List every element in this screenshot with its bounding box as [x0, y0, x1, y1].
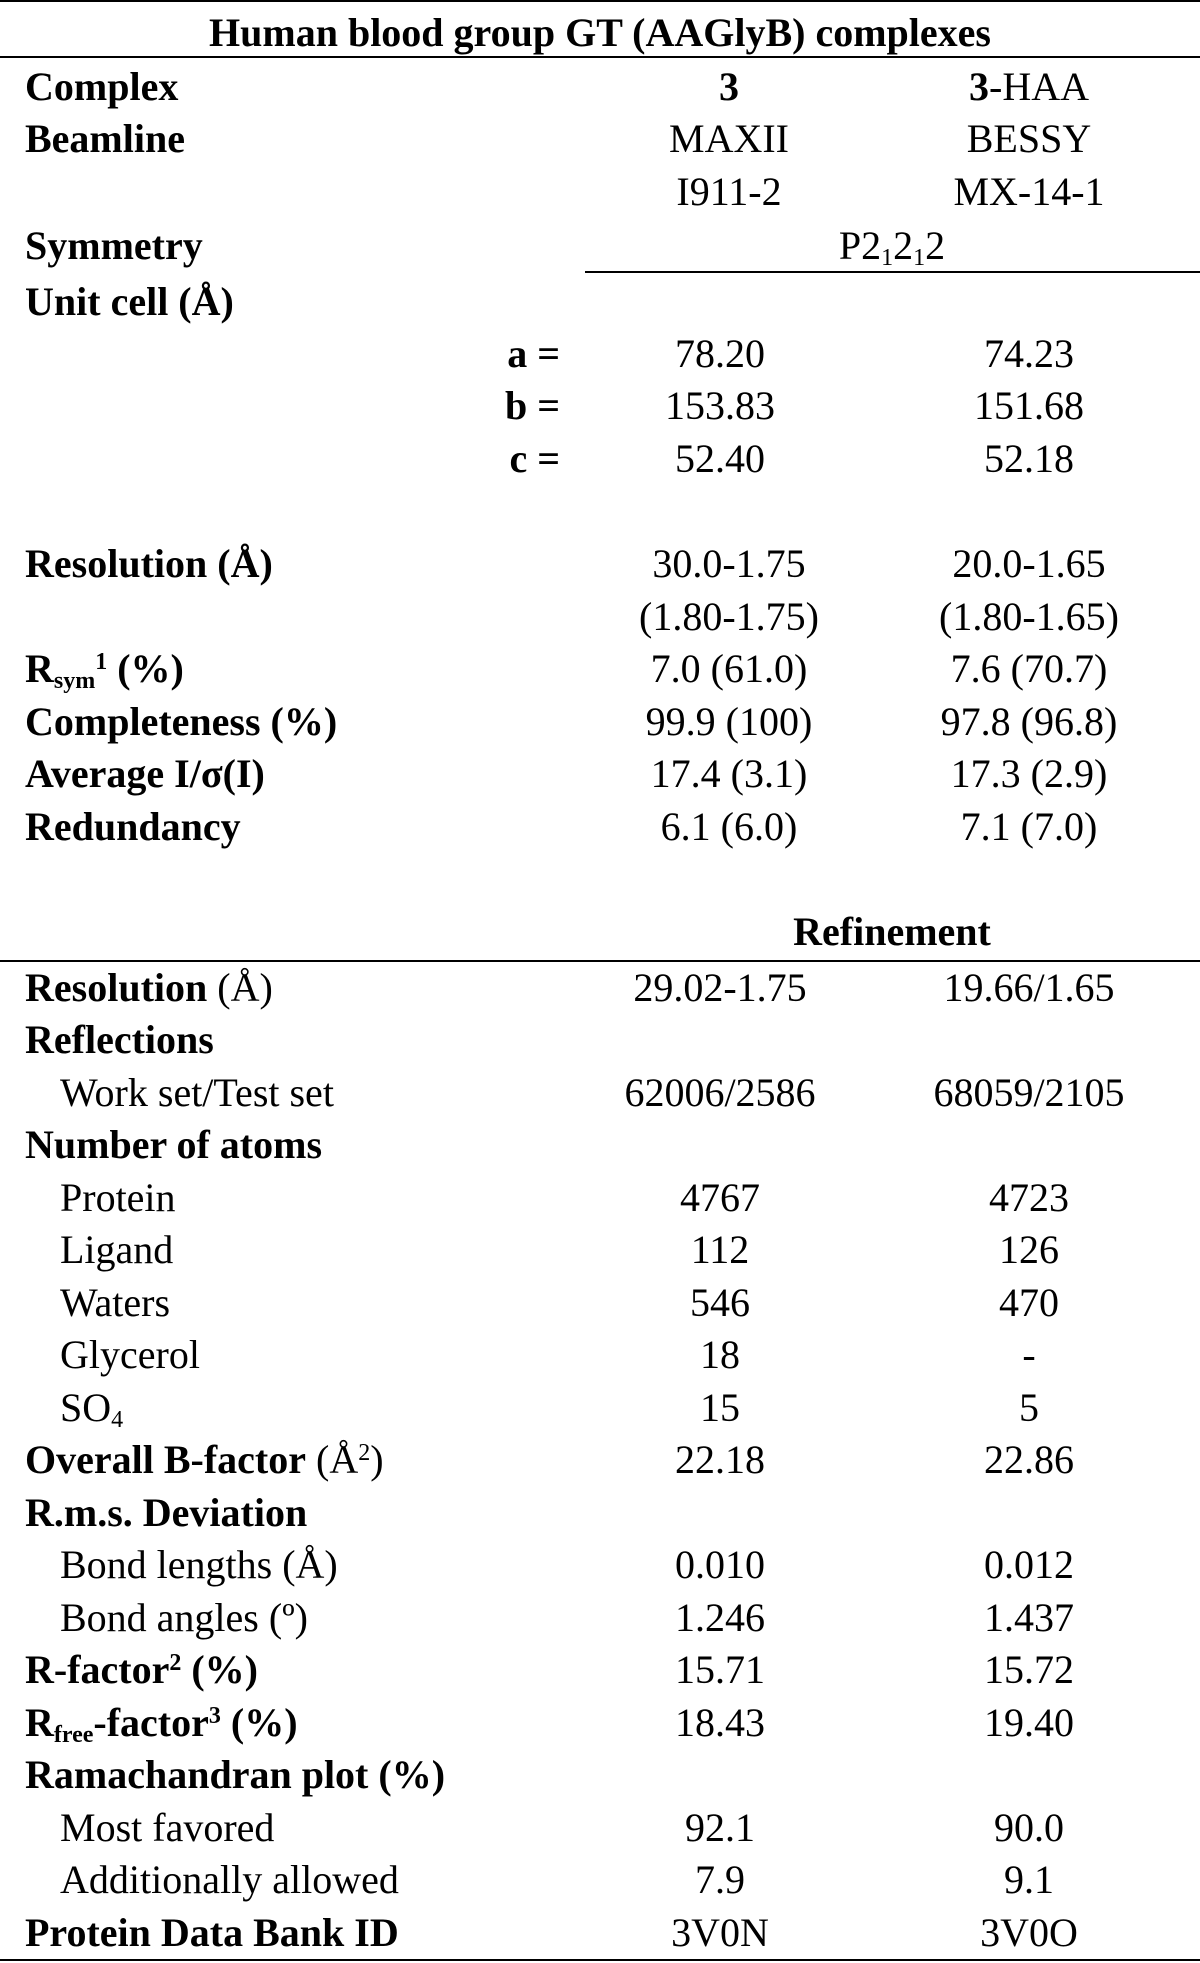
beamline-col2-line2: MX-14-1 [953, 169, 1105, 214]
unit-cell-c-col2: 52.18 [984, 436, 1074, 481]
rfactor-sup: 2 [169, 1649, 182, 1676]
resolution-col2-line1: 20.0-1.65 [952, 541, 1106, 586]
reflections-label: Reflections [25, 1017, 214, 1062]
unit-cell-b-col1: 153.83 [665, 383, 775, 428]
rfactor-label [25, 1646, 258, 1693]
rfree-label [25, 1699, 298, 1746]
complex-col2 [969, 63, 1089, 110]
rfree-col2: 19.40 [984, 1700, 1074, 1745]
isigma-col1: 17.4 (3.1) [650, 751, 808, 796]
symmetry-sub-1: 1 [881, 245, 894, 271]
isigma-label: Average I/σ(I) [25, 751, 265, 796]
rfree-col1: 18.43 [675, 1700, 765, 1745]
waters-col1: 546 [690, 1280, 750, 1325]
complex-col1: 3 [719, 64, 739, 109]
rfactor-main: R-factor [25, 1647, 170, 1692]
so4-col1: 15 [700, 1385, 740, 1430]
pdb-label: Protein Data Bank ID [25, 1910, 399, 1955]
unit-cell-a-col1: 78.20 [675, 331, 765, 376]
resolution-label: Resolution (Å) [25, 541, 273, 586]
bond-lengths-label: Bond lengths (Å) [60, 1542, 338, 1587]
bfactor-end: ) [370, 1437, 384, 1482]
ligand-col1: 112 [690, 1227, 750, 1272]
rfree-main: R [25, 1700, 54, 1745]
rfree-sub: free [53, 1722, 94, 1748]
rsym-label [25, 645, 184, 692]
bfactor-label [25, 1436, 384, 1483]
rfactor-col2: 15.72 [984, 1647, 1074, 1692]
workset-col1: 62006/2586 [624, 1070, 816, 1115]
redundancy-col1: 6.1 (6.0) [660, 804, 798, 849]
symmetry-value [839, 222, 945, 269]
protein-col1: 4767 [680, 1175, 760, 1220]
unit-cell-a-label: a = [507, 331, 560, 376]
rfactor-rest: (%) [181, 1647, 258, 1692]
rfree-rest: (%) [220, 1700, 298, 1745]
resolution-col1-line2: (1.80-1.75) [639, 594, 819, 639]
rmsd-label: R.m.s. Deviation [25, 1490, 308, 1535]
ligand-label: Ligand [60, 1227, 174, 1272]
top-rule [0, 0, 1200, 2]
rama-label: Ramachandran plot (%) [25, 1752, 446, 1797]
so4-sub: 4 [111, 1407, 124, 1433]
symmetry-part-2a: 2 [893, 223, 914, 268]
bfactor-col2: 22.86 [984, 1437, 1074, 1482]
bond-angles-col1: 1.246 [675, 1595, 765, 1640]
ref-resolution-bold: Resolution [25, 965, 208, 1010]
unit-cell-label: Unit cell (Å) [25, 279, 234, 324]
ref-resolution-col2: 19.66/1.65 [943, 965, 1115, 1010]
bond-angles-label: Bond angles (º) [60, 1595, 308, 1640]
so4-col2: 5 [1019, 1385, 1039, 1430]
ref-resolution-label [25, 964, 273, 1011]
bond-lengths-col1: 0.010 [675, 1542, 765, 1587]
beamline-col2-line1: BESSY [966, 116, 1092, 161]
ref-resolution-rest: (Å) [207, 965, 273, 1010]
bfactor-rest: (Å [306, 1437, 359, 1482]
add-allowed-col1: 7.9 [695, 1857, 745, 1902]
rfree-sup: 3 [208, 1702, 221, 1729]
rfactor-col1: 15.71 [675, 1647, 765, 1692]
resolution-col2-line2: (1.80-1.65) [939, 594, 1119, 639]
rsym-col1: 7.0 (61.0) [650, 646, 808, 691]
add-allowed-label: Additionally allowed [60, 1857, 399, 1902]
protein-col2: 4723 [989, 1175, 1069, 1220]
complex-col2-suffix: -HAA [989, 64, 1089, 109]
bfactor-col1: 22.18 [675, 1437, 765, 1482]
ref-resolution-col1: 29.02-1.75 [633, 965, 807, 1010]
unit-cell-b-col2: 151.68 [974, 383, 1084, 428]
symmetry-part-p2: P2 [838, 223, 882, 268]
title-rule [0, 56, 1200, 58]
redundancy-col2: 7.1 (7.0) [960, 804, 1098, 849]
complex-label: Complex [25, 64, 179, 109]
beamline-col1-line2: I911-2 [676, 169, 782, 214]
pdb-col1: 3V0N [671, 1910, 769, 1955]
isigma-col2: 17.3 (2.9) [950, 751, 1108, 796]
atoms-label: Number of atoms [25, 1122, 323, 1167]
workset-col2: 68059/2105 [933, 1070, 1125, 1115]
symmetry-label: Symmetry [25, 223, 203, 268]
most-favored-label: Most favored [60, 1805, 275, 1850]
bfactor-sup: 2 [358, 1439, 371, 1466]
beamline-label: Beamline [25, 116, 185, 161]
symmetry-sub-2: 1 [913, 245, 926, 271]
ligand-col2: 126 [999, 1227, 1059, 1272]
symmetry-rule [585, 271, 1200, 273]
completeness-col1: 99.9 (100) [645, 699, 813, 744]
pdb-col2: 3V0O [980, 1910, 1078, 1955]
unit-cell-c-label: c = [509, 436, 560, 481]
complex-col2-bold: 3 [969, 64, 990, 109]
symmetry-part-2b: 2 [925, 223, 946, 268]
beamline-col1-line1: MAXII [669, 116, 789, 161]
completeness-col2: 97.8 (96.8) [940, 699, 1118, 744]
refinement-heading: Refinement [793, 909, 991, 954]
waters-col2: 470 [999, 1280, 1059, 1325]
unit-cell-b-label: b = [504, 383, 560, 428]
glycerol-label: Glycerol [60, 1332, 200, 1377]
glycerol-col1: 18 [700, 1332, 740, 1377]
unit-cell-c-col1: 52.40 [675, 436, 765, 481]
rsym-main: R [25, 646, 54, 691]
resolution-col1-line1: 30.0-1.75 [652, 541, 806, 586]
bond-lengths-col2: 0.012 [984, 1542, 1074, 1587]
rsym-col2: 7.6 (70.7) [950, 646, 1108, 691]
protein-label: Protein [60, 1175, 176, 1220]
bond-angles-col2: 1.437 [984, 1595, 1074, 1640]
unit-cell-a-col2: 74.23 [984, 331, 1074, 376]
rsym-sup: 1 [95, 648, 108, 675]
completeness-label: Completeness (%) [25, 699, 338, 744]
rfree-mid: -factor [93, 1700, 209, 1745]
workset-label: Work set/Test set [60, 1070, 334, 1115]
waters-label: Waters [60, 1280, 171, 1325]
rsym-sub: sym [53, 668, 96, 694]
add-allowed-col2: 9.1 [1004, 1857, 1054, 1902]
so4-label [60, 1384, 123, 1431]
most-favored-col2: 90.0 [994, 1805, 1064, 1850]
rsym-rest: (%) [107, 646, 184, 691]
most-favored-col1: 92.1 [685, 1805, 755, 1850]
so4-main: SO [60, 1385, 112, 1430]
redundancy-label: Redundancy [25, 804, 241, 849]
bfactor-bold: Overall B-factor [25, 1437, 306, 1482]
glycerol-col2: - [1022, 1332, 1036, 1377]
table-title: Human blood group GT (AAGlyB) complexes [209, 10, 991, 55]
refinement-rule [0, 960, 1200, 962]
bottom-rule [0, 1959, 1200, 1961]
